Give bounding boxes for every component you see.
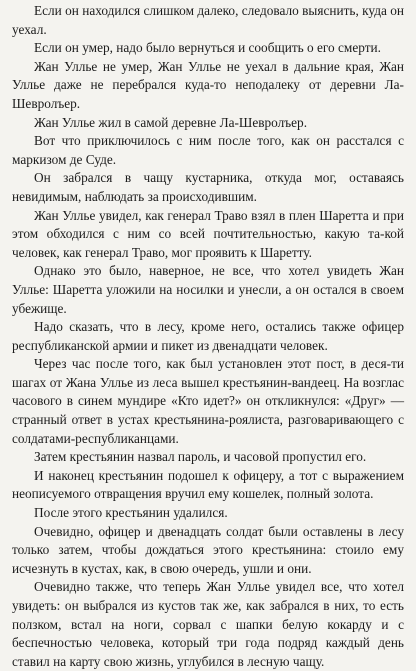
paragraph: Жан Уллье увидел, как генерал Траво взял в плен Шаретта и при этом обходился с ним со всей почтительностью, какую та-кой человек, как генерал Траво, мог проявить к Шаретту. <box>12 207 404 260</box>
paragraph: Жан Уллье не умер, Жан Уллье не уехал в дальние края, Жан Уллье даже не перебрался куда-то неподалеку от деревни Ла-Шевролъер. <box>12 58 404 111</box>
paragraph: Однако это было, наверное, не все, что хотел увидеть Жан Уллье: Шаретта уложили на носилки и унесли, а он остался в своем убежище. <box>12 263 404 316</box>
paragraph: Очевидно, офицер и двенадцать солдат были оставлены в лесу только затем, чтобы дождаться этого крестьянина: стоило ему исчезнуть в кустах, как, в свою очередь, ушли и они. <box>12 523 404 576</box>
paragraph: Если он находился слишком далеко, следовало выяснить, куда он уехал. <box>12 3 404 37</box>
paragraph: Через час после того, как был установлен этот пост, в деся-ти шагах от Жана Уллье из леса вышел крестьянин-вандеец. На возглас часового в синем мундире «Кто идет?» он откликнулся: «Друг» — странный ответ в устах крестьянина-роялиста, разговаривающего с солдатами-республиканцами. <box>12 356 404 446</box>
paragraph: Затем крестьянин назвал пароль, и часовой пропустил его. <box>34 449 367 465</box>
paragraph: Жан Уллье жил в самой деревне Ла-Шевролъер. <box>34 114 308 130</box>
paragraph: Вот что приключилось с ним после того, как он расстался с маркизом де Суде. <box>12 133 404 167</box>
paragraph: Очевидно также, что теперь Жан Уллье увидел все, что хотел увидеть: он выбрался из кустов так же, как забрался в них, то есть ползком, встал на ноги, сорвал с шапки белую кокарду и с беспечностью человека, который три года подряд каждый день ставил на карту свою жизнь, углубился в лесную чащу. <box>12 579 404 669</box>
paragraph: Если он умер, надо было вернуться и сообщить о его смерти. <box>34 40 381 56</box>
paragraph: И наконец крестьянин подошел к офицеру, а тот с выражением неописуемого отвращения вручил ему кошелек, полный золота. <box>12 467 404 502</box>
paragraph: После этого крестьянин удалился. <box>34 505 228 521</box>
paragraph: Надо сказать, что в лесу, кроме него, остались также офицер республиканской армии и пикет из двенадцати человек. <box>12 319 404 353</box>
paragraph: Он забрался в чащу кустарника, откуда мог, оставаясь невидимым, наблюдать за происходившим. <box>12 170 404 204</box>
page-text <box>12 2 404 671</box>
